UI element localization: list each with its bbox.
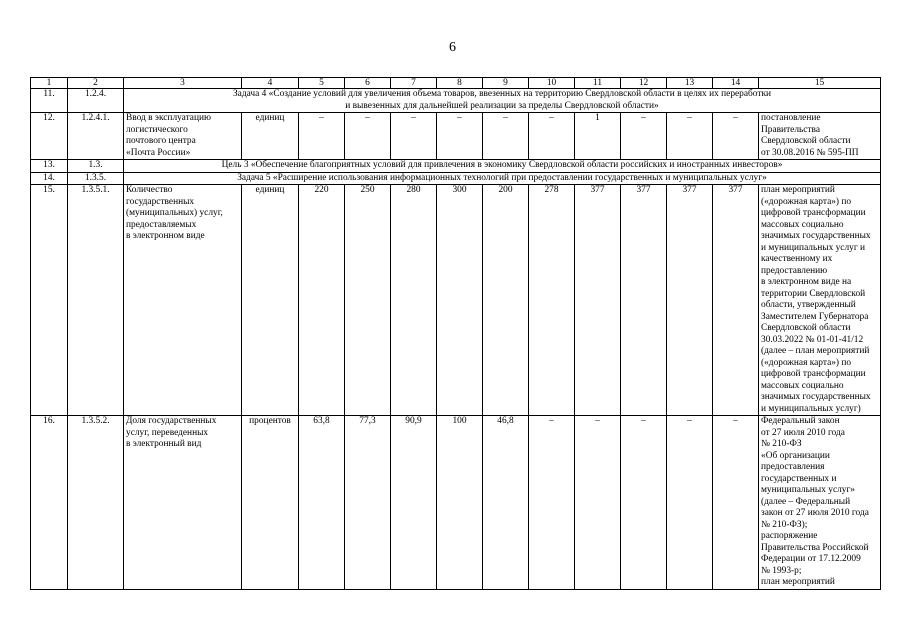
indicator-unit: единиц xyxy=(242,113,299,160)
value-8: 100 xyxy=(437,416,483,590)
value-12: – xyxy=(621,113,667,160)
indicator-name: Ввод в эксплуатацию логистического почтового центра «Почта России» xyxy=(124,113,242,160)
value-11: – xyxy=(575,416,621,590)
value-9: 200 xyxy=(483,185,529,416)
value-13: 377 xyxy=(667,185,713,416)
value-9: – xyxy=(483,113,529,160)
table-row xyxy=(31,172,881,185)
row-code: 1.3.5.1. xyxy=(68,185,124,416)
value-12: 377 xyxy=(621,185,667,416)
column-number-4: 4 xyxy=(242,78,299,89)
value-8: 300 xyxy=(437,185,483,416)
value-10: 278 xyxy=(529,185,575,416)
value-5: – xyxy=(299,113,345,160)
column-number-7: 7 xyxy=(391,78,437,89)
table-row xyxy=(31,113,881,160)
column-number-12: 12 xyxy=(621,78,667,89)
table-row xyxy=(31,185,881,416)
row-code: 1.3.5. xyxy=(68,172,124,185)
goal-task-heading: Цель 3 «Обеспечение благоприятных условий для привлечения в экономику Свердловской области российских и иностранных инвесторов» xyxy=(124,160,881,173)
value-8: – xyxy=(437,113,483,160)
table-row xyxy=(31,89,881,113)
row-number: 14. xyxy=(31,172,68,185)
column-number-5: 5 xyxy=(299,78,345,89)
value-7: 280 xyxy=(391,185,437,416)
page-number: 6 xyxy=(449,40,456,55)
column-number-2: 2 xyxy=(68,78,124,89)
column-number-14: 14 xyxy=(713,78,759,89)
value-6: 250 xyxy=(345,185,391,416)
indicator-name: Количество государственных (муниципальных) услуг, предоставляемых в электронном виде xyxy=(124,185,242,416)
indicator-name: Доля государственных услуг, переведенных в электронный вид xyxy=(124,416,242,590)
indicator-source: Федеральный закон от 27 июля 2010 года № 210-ФЗ «Об организации предоставления государственных и муниципальных услуг» (далее – Федеральный закон от 27 июля 2010 года № 210-ФЗ); распоряжение Правительства Российской Федерации от 17.12.2009 № 1993-р; план мероприятий xyxy=(759,416,881,590)
value-12: – xyxy=(621,416,667,590)
value-13: – xyxy=(667,113,713,160)
indicator-unit: процентов xyxy=(242,416,299,590)
row-number: 15. xyxy=(31,185,68,416)
indicator-source: план мероприятий («дорожная карта») по цифровой трансформации массовых социально значимых государственных и муниципальных услуг и качественному их предоставлению в электронном виде на территории Свердловской области, утвержденный Заместителем Губернатора Свердловской области 30.03.2022 № 01-01-41/12 (далее – план мероприятий («дорожная карта») по цифровой трансформации массовых социально значимых государственных и муниципальных услуг) xyxy=(759,185,881,416)
table-row xyxy=(31,160,881,173)
column-number-8: 8 xyxy=(437,78,483,89)
row-number: 11. xyxy=(31,89,68,113)
value-10: – xyxy=(529,113,575,160)
column-number-10: 10 xyxy=(529,78,575,89)
indicators-table xyxy=(30,77,881,590)
value-5: 220 xyxy=(299,185,345,416)
value-7: – xyxy=(391,113,437,160)
row-code: 1.2.4.1. xyxy=(68,113,124,160)
value-7: 90,9 xyxy=(391,416,437,590)
value-14: 377 xyxy=(713,185,759,416)
column-number-1: 1 xyxy=(31,78,68,89)
column-number-6: 6 xyxy=(345,78,391,89)
row-code: 1.3.5.2. xyxy=(68,416,124,590)
column-number-11: 11 xyxy=(575,78,621,89)
value-13: – xyxy=(667,416,713,590)
column-number-13: 13 xyxy=(667,78,713,89)
value-14: – xyxy=(713,416,759,590)
indicator-source: постановление Правительства Свердловской области от 30.08.2016 № 595-ПП xyxy=(759,113,881,160)
table-row xyxy=(31,416,881,590)
value-6: – xyxy=(345,113,391,160)
indicator-unit: единиц xyxy=(242,185,299,416)
row-number: 12. xyxy=(31,113,68,160)
value-10: – xyxy=(529,416,575,590)
value-14: – xyxy=(713,113,759,160)
row-number: 16. xyxy=(31,416,68,590)
value-11: 1 xyxy=(575,113,621,160)
row-number: 13. xyxy=(31,160,68,173)
column-number-9: 9 xyxy=(483,78,529,89)
value-11: 377 xyxy=(575,185,621,416)
value-9: 46,8 xyxy=(483,416,529,590)
row-code: 1.2.4. xyxy=(68,89,124,113)
column-number-15: 15 xyxy=(759,78,881,89)
column-number-row xyxy=(31,78,881,89)
row-code: 1.3. xyxy=(68,160,124,173)
value-6: 77,3 xyxy=(345,416,391,590)
value-5: 63,8 xyxy=(299,416,345,590)
goal-task-heading: Задача 4 «Создание условий для увеличения объема товаров, ввезенных на территорию Свердловской области в целях их переработки и вывезенных для дальнейшей реализации за пределы Свердловской области» xyxy=(124,89,881,113)
goal-task-heading: Задача 5 «Расширение использования информационных технологий при предоставлении государственных и муниципальных услуг» xyxy=(124,172,881,185)
column-number-3: 3 xyxy=(124,78,242,89)
